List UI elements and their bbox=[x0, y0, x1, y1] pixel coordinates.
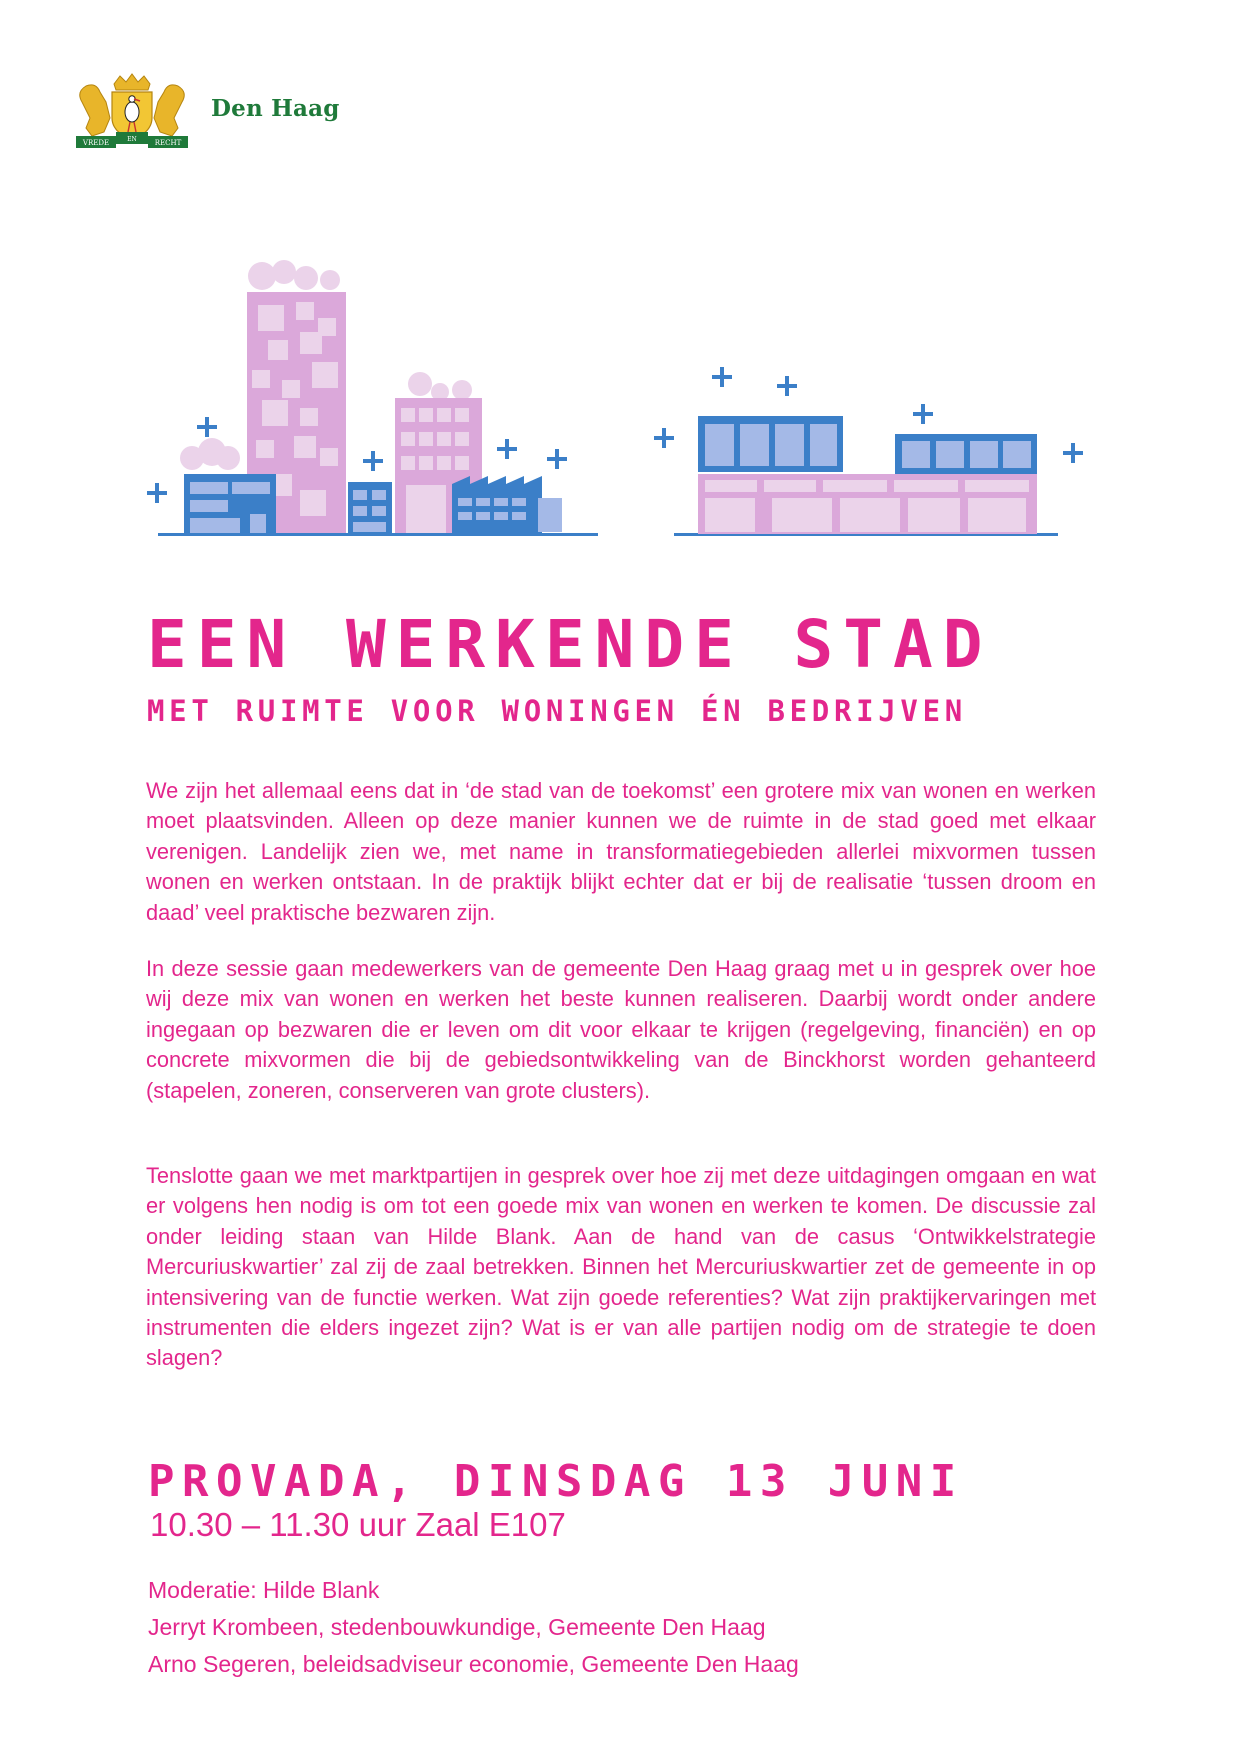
plus-icon bbox=[147, 483, 167, 503]
right-lion-shape bbox=[154, 85, 184, 136]
event-time: 10.30 – 11.30 uur Zaal E107 bbox=[150, 1506, 566, 1543]
plus-icon bbox=[712, 367, 732, 387]
speaker-line: Arno Segeren, beleidsadviseur economie, Gemeente Den Haag bbox=[148, 1651, 799, 1677]
crown-shape bbox=[114, 74, 150, 90]
body-paragraph-1: We zijn het allemaal eens dat in ‘de stad van de toekomst’ een grotere mix van wonen en werken moet plaatsvinden. Alleen op deze manier kunnen we de ruimte in de stad goed met elkaar verenigen. Landelijk zien we, met name in transformatiegebieden allerlei mixvormen tussen wonen en werken ontstaan. In de praktijk blijkt echter dat er bij de realisatie ‘tussen droom en daad’ veel praktische bezwaren zijn. bbox=[146, 778, 1096, 925]
moderator-line: Moderatie: Hilde Blank bbox=[148, 1577, 380, 1603]
city-illustration bbox=[140, 255, 1090, 545]
right-blue-block-left bbox=[698, 416, 843, 472]
speaker-line: Jerryt Krombeen, stedenbouwkundige, Gemeente Den Haag bbox=[148, 1614, 766, 1640]
headline-title: EEN WERKENDE STAD bbox=[147, 606, 993, 683]
plus-icon bbox=[1063, 443, 1083, 463]
motto-right: RECHT bbox=[154, 139, 182, 147]
ground-line-left bbox=[158, 533, 598, 536]
plus-icon bbox=[363, 451, 383, 471]
brand-name: Den Haag bbox=[211, 95, 340, 122]
headline-subtitle: MET RUIMTE VOOR WONINGEN ÉN BEDRIJVEN bbox=[147, 694, 967, 728]
plus-icon bbox=[547, 449, 567, 469]
right-blue-block-right bbox=[895, 434, 1037, 474]
plus-icon bbox=[197, 417, 217, 437]
event-title: PROVADA, DINSDAG 13 JUNI bbox=[148, 1456, 964, 1507]
motto-left: VREDE bbox=[82, 139, 110, 147]
plus-icon bbox=[654, 428, 674, 448]
left-blue-building bbox=[184, 474, 276, 536]
den-haag-coat-of-arms-logo bbox=[74, 72, 190, 154]
plus-icon bbox=[777, 376, 797, 396]
plus-icon bbox=[913, 404, 933, 424]
motto-middle: EN bbox=[127, 136, 137, 143]
body-paragraph-2: In deze sessie gaan medewerkers van de gemeente Den Haag graag met u in gesprek over hoe wij deze mix van wonen en werken het beste kunnen realiseren. Daarbij wordt onder andere ingegaan op bezwaren die er leven om dit voor elkaar te krijgen (regelgeving, financiën) en op concrete mixvormen die bij de gebiedsontwikkeling van de Binckhorst worden gehanteerd (stapelen, zoneren, conserveren van grote clusters). bbox=[146, 956, 1096, 1103]
body-paragraph-3: Tenslotte gaan we met marktpartijen in gesprek over hoe zij met deze uitdagingen omgaan en wat er volgens hen nodig is om tot een goede mix van wonen en werken te komen. De discussie zal onder leiding staan van Hilde Blank. Aan de hand van de casus ‘Ontwikkelstrategie Mercuriuskwartier’ zal zij de zaal betrekken. Binnen het Mercuriuskwartier zet de gemeente in op intensivering van de functie werken. Wat zijn goede referenties? Wat zijn praktijkervaringen met instrumenten die elders ingezet zijn? Wat is er van alle partijen nodig om de strategie te doen slagen? bbox=[146, 1163, 1096, 1371]
speaker-list bbox=[148, 1572, 799, 1683]
left-lion-shape bbox=[80, 85, 110, 136]
right-pink-base bbox=[698, 474, 1037, 534]
small-blue-building bbox=[348, 482, 392, 536]
factory-building bbox=[452, 476, 562, 536]
plus-icon bbox=[497, 439, 517, 459]
